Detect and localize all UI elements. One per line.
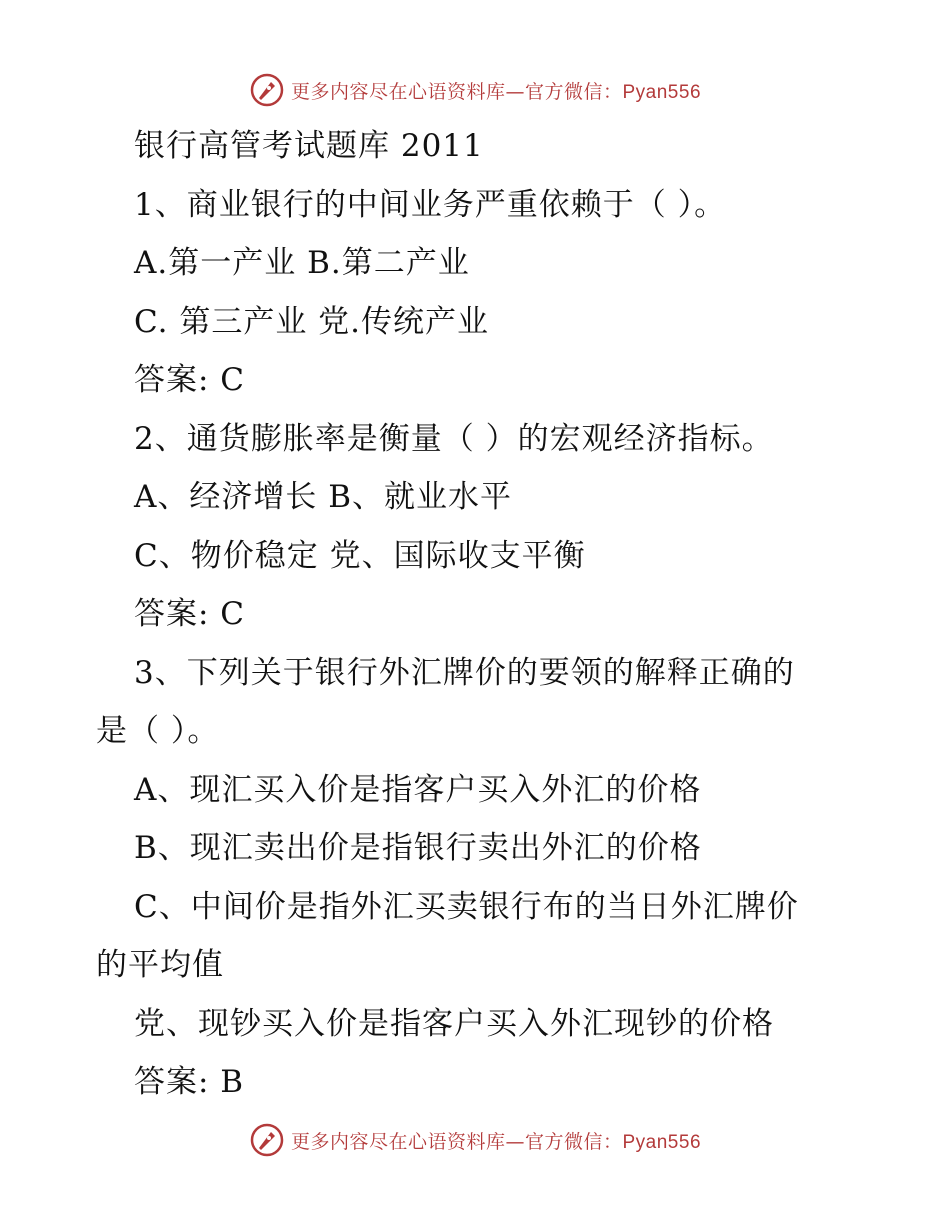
question-1-answer: 答案: C <box>134 362 246 398</box>
pen-nib-circle-icon <box>249 72 285 108</box>
question-1-options-cd: C. 第三产业 党.传统产业 <box>134 304 490 340</box>
question-3-stem-line2: 是（ ）。 <box>96 713 220 749</box>
question-1-options-ab: A.第一产业 B.第二产业 <box>134 245 470 281</box>
question-3-answer: 答案: B <box>134 1064 245 1100</box>
pen-nib-circle-icon <box>249 1122 285 1158</box>
question-2-options-ab: A、经济增长 B、就业水平 <box>134 479 513 515</box>
question-2-stem: 2、通货膨胀率是衡量（ ）的宏观经济指标。 <box>134 421 774 457</box>
header-watermark-banner <box>0 68 950 112</box>
question-3-option-c-line1: C、中间价是指外汇买卖银行布的当日外汇牌价 <box>134 889 799 925</box>
question-1-stem: 1、商业银行的中间业务严重依赖于（ ）。 <box>134 187 727 223</box>
question-2-answer: 答案: C <box>134 596 246 632</box>
document-title: 银行高管考试题库 2011 <box>134 128 484 164</box>
question-2-options-cd: C、物价稳定 党、国际收支平衡 <box>134 538 586 574</box>
question-3-option-b: B、现汇卖出价是指银行卖出外汇的价格 <box>134 830 702 866</box>
question-3-option-a: A、现汇买入价是指客户买入外汇的价格 <box>134 772 702 808</box>
question-3-stem-line1: 3、下列关于银行外汇牌价的要领的解释正确的 <box>134 655 795 691</box>
footer-watermark-banner <box>0 1118 950 1162</box>
watermark-text: 更多内容尽在心语资料库—官方微信：Pyan556 <box>290 1130 702 1153</box>
watermark-text: 更多内容尽在心语资料库—官方微信：Pyan556 <box>290 80 702 103</box>
question-3-option-c-line2: 的平均值 <box>96 947 224 983</box>
question-3-option-d: 党、现钞买入价是指客户买入外汇现钞的价格 <box>134 1006 774 1042</box>
